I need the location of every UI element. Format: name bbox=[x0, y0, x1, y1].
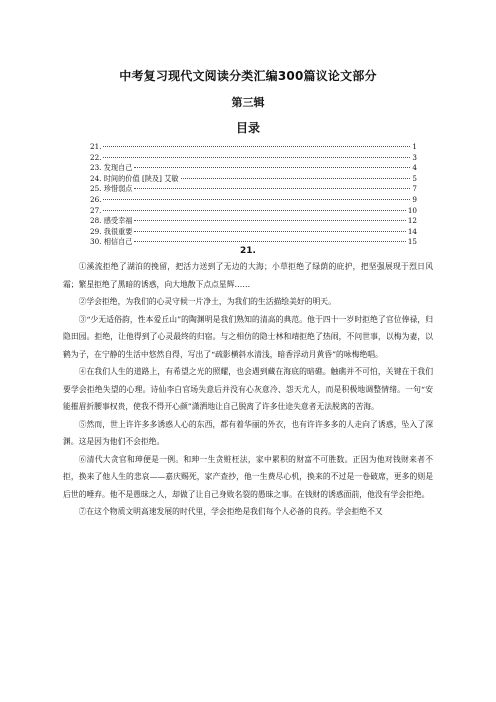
toc-entry[interactable] bbox=[90, 206, 417, 217]
section-heading: 21. bbox=[240, 246, 256, 256]
toc-leader-dots bbox=[103, 146, 410, 147]
toc-entry[interactable] bbox=[90, 153, 417, 164]
toc-entry-label: 25. 珍惜弱点 bbox=[90, 184, 133, 194]
toc-entry-page: 5 bbox=[412, 173, 417, 183]
toc-entry[interactable] bbox=[90, 163, 417, 174]
toc-entry-label: 30. 相信自己 bbox=[90, 237, 133, 247]
toc-entry-label: 22. bbox=[90, 152, 102, 162]
article-body bbox=[63, 258, 433, 521]
toc-leader-dots bbox=[134, 188, 410, 189]
paragraph: ②学会拒绝，为我们的心灵守候一片净土，为我们的生活描绘美好的明天。 bbox=[78, 297, 336, 306]
toc-entry[interactable] bbox=[90, 216, 417, 227]
toc-entry-page: 1 bbox=[412, 142, 417, 151]
toc-heading: 目录 bbox=[235, 121, 260, 135]
toc-entry[interactable] bbox=[90, 142, 417, 153]
toc-entry[interactable] bbox=[90, 184, 417, 195]
toc-leader-dots bbox=[134, 220, 405, 221]
table-of-contents bbox=[90, 142, 417, 248]
toc-leader-dots bbox=[134, 241, 405, 242]
document-title: 中考复习现代文阅读分类汇编300篇议论文部分 bbox=[119, 69, 377, 83]
toc-entry-page: 9 bbox=[412, 194, 417, 204]
toc-entry-label: 29. 我很重要 bbox=[90, 226, 133, 236]
paragraph: ④在我们人生的道路上，有希望之光的照耀，也会遇到藏在海底的暗礁。触礁并不可怕，关键在于我们要学会拒绝失望的心理。诗仙李白官场失意后并没有心灰意冷、怨天尤人，而是积极地调整情绪。一句“安能摧眉折腰事权贵，使我不得开心颜”潇洒地让自己脱离了许多仕途失意者无法脱离的苦海。 bbox=[63, 367, 433, 411]
toc-entry-label: 27. bbox=[90, 205, 102, 215]
toc-leader-dots bbox=[103, 199, 410, 200]
toc-entry-page: 15 bbox=[407, 237, 417, 247]
toc-entry[interactable] bbox=[90, 195, 417, 206]
toc-entry-page: 4 bbox=[412, 163, 417, 173]
toc-entry-label: 21. bbox=[90, 142, 102, 151]
paragraph: ⑤然而，世上许许多多诱惑人心的东西，都有着华丽的外衣，也有许许多多的人走向了诱惑，坠入了深渊。这是因为他们不会拒绝。 bbox=[63, 419, 433, 446]
toc-entry-page: 3 bbox=[412, 152, 417, 162]
toc-entry-page: 14 bbox=[407, 226, 417, 236]
paragraph: ⑥清代大贪官和珅便是一例。和珅一生贪赃枉法，家中累积的财富不可胜数。正因为他对钱财来者不拒，换来了他人生的悲哀——嘉庆赐死，家产查抄，他一生费尽心机，换来的不过是一卷破席，更多的则是后世的唾弃。他不是愚昧之人，却做了让自己身败名裂的愚昧之事。在钱财的诱惑面前，他没有学会拒绝。 bbox=[63, 454, 433, 499]
toc-leader-dots bbox=[134, 167, 410, 168]
toc-entry-label: 23. 发现自己 bbox=[90, 163, 133, 173]
toc-leader-dots bbox=[181, 178, 411, 179]
paragraph: ①溪流拒绝了湖泊的挽留，把活力送到了无边的大海；小草拒绝了绿荫的庇护，把坚强展现于烈日风霜；繁星拒绝了黑暗的诱惑，向大地散下点点星辉…… bbox=[63, 262, 433, 289]
toc-entry[interactable] bbox=[90, 174, 417, 185]
toc-entry-label: 24. 时间的价值 [陕及] 艾敏 bbox=[90, 173, 179, 183]
toc-entry[interactable] bbox=[90, 227, 417, 238]
toc-leader-dots bbox=[103, 210, 405, 211]
paragraph: ⑦在这个物质文明高速发展的时代里，学会拒绝是我们每个人必备的良药。学会拒绝不又 bbox=[78, 507, 383, 516]
toc-entry-page: 7 bbox=[412, 184, 417, 194]
toc-entry-label: 28. 感受幸福 bbox=[90, 216, 133, 226]
toc-leader-dots bbox=[103, 157, 410, 158]
paragraph: ③“少无适俗韵，性本爱丘山”的陶渊明是我们熟知的清高的典范。他于四十一岁时拒绝了官位俸禄，归隐田园。拒绝，让他得到了心灵最终的归宿。与之相仿的隐士林和靖拒绝了热闹，不问世事，以梅为妻，以鹤为子，在宁静的生活中悠然自得，写出了“疏影横斜水清浅，暗香浮动月黄昏”的咏梅绝唱。 bbox=[63, 314, 433, 359]
document-subtitle: 第三辑 bbox=[231, 96, 265, 109]
toc-entry-page: 12 bbox=[407, 216, 417, 226]
toc-leader-dots bbox=[134, 231, 405, 232]
toc-entry-label: 26. bbox=[90, 194, 102, 204]
toc-entry-page: 10 bbox=[407, 205, 417, 215]
